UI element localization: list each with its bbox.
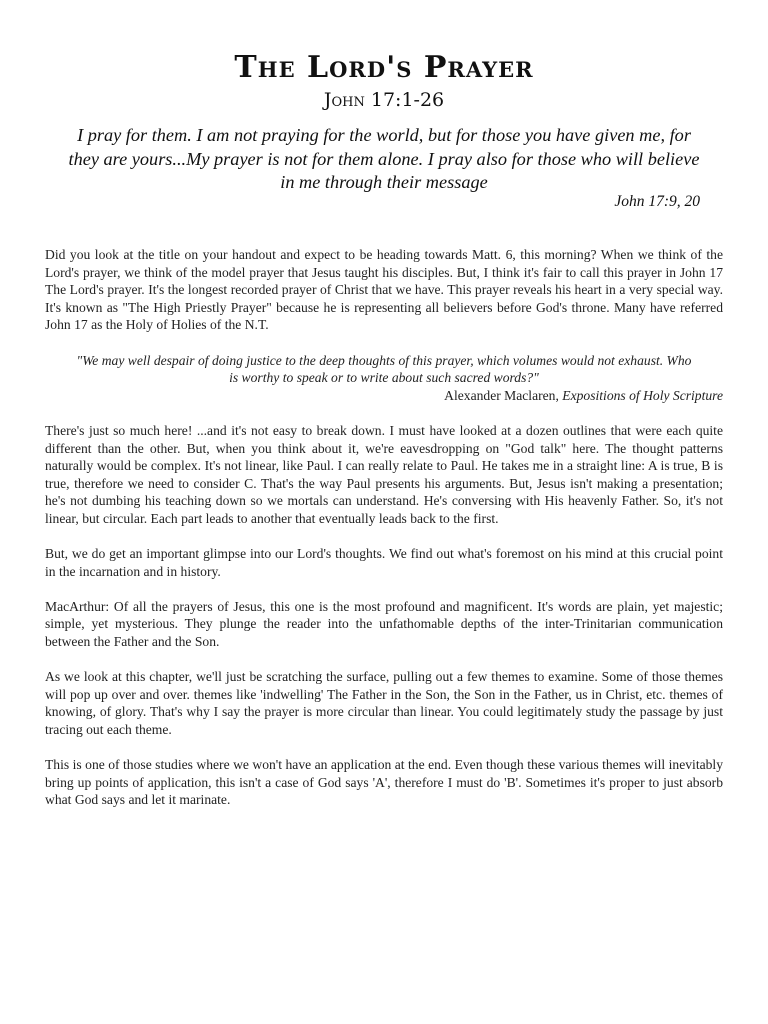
block-quote [45,352,723,405]
paragraph-intro: Did you look at the title on your handout and expect to be heading towards Matt. 6, this morning? When we think of the Lord's prayer, we think of the model prayer that Jesus taught his disciples. But, I think it's fair to call this prayer in John 17 The Lord's prayer. It's the longest recorded prayer of Christ that we have. This prayer reveals his heart in a very special way. It's known as "The High Priestly Prayer" because he is representing all believers before God's throne. Many have referred John 17 as the Holy of Holies of the N.T. [45,247,723,333]
document-body [45,246,723,827]
quote-attribution [73,387,723,405]
page-subtitle: John 17:1-26 [323,89,445,111]
paragraph-themes: As we look at this chapter, we'll just be scratching the surface, pulling out a few themes to examine. Some of those themes will pop up over and over. themes like 'indwelling' The Father in the Son, the Son in the Father, us in Christ, etc. themes of knowing, of glory. That's why I say the prayer is more circular than linear. You could legitimately study the passage by just tracing out each theme. [45,669,723,738]
quote-author: Alexander Maclaren, [444,387,563,403]
paragraph-outlines: There's just so much here! ...and it's not easy to break down. I must have looked at a dozen outlines that were each quite different than the other. But, when you think about it, we're eavesdropping on "God talk" here. The thought patterns naturally would be complex. It's not linear, like Paul. I can really relate to Paul. He takes me in a straight line: A is true, B is true, therefore we need to consider C. That's the way Paul presents his arguments. But, Jesus isn't making a presentation; he's not dumbing his teaching down so we mortals can understand. He's conversing with His heavenly Father. So, it's not linear, but circular. Each part leads to another that eventually leads back to the first. [45,422,723,526]
epigraph-text: I pray for them. I am not praying for the world, but for those you have given me, for they are yours...My prayer is not for them alone. I pray also for those who will believe in me through their message [68,125,700,192]
page-title: The Lord's Prayer [234,50,534,85]
quote-text: "We may well despair of doing justice to the deep thoughts of this prayer, which volumes would not exhaust. Who is worthy to speak or to write about such sacred words?" [76,352,692,386]
paragraph-glimpse: But, we do get an important glimpse into our Lord's thoughts. We find out what's foremost on his mind at this crucial point in the incarnation and in history. [45,546,723,579]
epigraph-reference: John 17:9, 20 [614,193,700,210]
paragraph-macarthur: MacArthur: Of all the prayers of Jesus, this one is the most profound and magnificent. It's words are plain, yet majestic; simple, yet mysterious. They plunge the reader into the unfathomable depths of the inter-Trinitarian communication between the Father and the Son. [45,598,723,650]
paragraph-application: This is one of those studies where we won't have an application at the end. Even though these various themes will inevitably bring up points of application, this isn't a case of God says 'A', therefore I must do 'B'. Sometimes it's proper to just absorb what God says and let it marinate. [45,757,723,808]
quote-work: Expositions of Holy Scripture [562,387,723,403]
